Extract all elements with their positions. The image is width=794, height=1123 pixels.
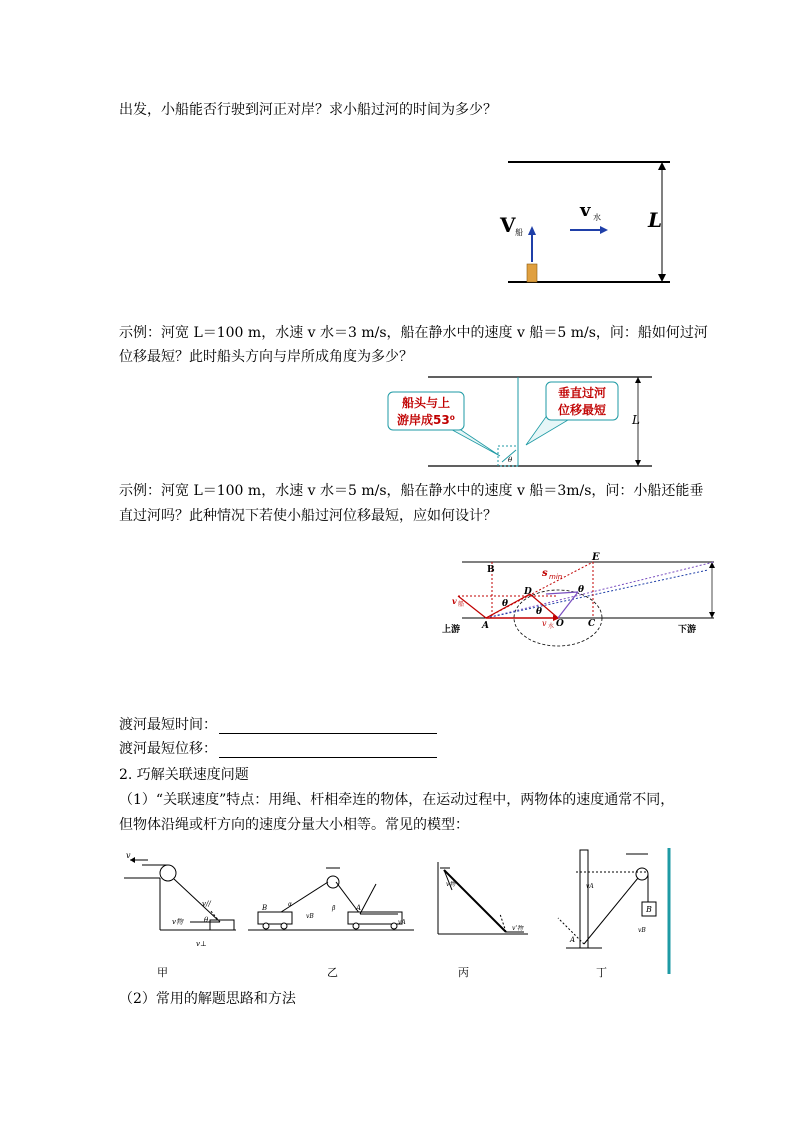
example3-line-2: 直过河吗？此种情况下若使小船过河位移最短，应如何设计？ [119, 508, 497, 524]
section-2-para-1: （1）“关联速度”特点：用绳、杆相牵连的物体，在运动过程中，两物体的速度通常不同， [119, 792, 675, 808]
point-D: D [524, 587, 532, 597]
svg-text:θ: θ [508, 456, 513, 464]
svg-text:垂直过河: 垂直过河 [557, 386, 607, 400]
svg-text:vB: vB [638, 927, 646, 934]
shortest-disp-label: 渡河最短位移： [119, 741, 217, 757]
model-ding [546, 848, 676, 958]
svg-text:v'物: v'物 [512, 925, 524, 932]
point-E: E [592, 552, 600, 563]
section-2-para-2: 但物体沿绳或杆方向的速度分量大小相等。常见的模型： [119, 817, 469, 833]
svg-text:B: B [646, 905, 652, 914]
v-boat-label: V [500, 213, 516, 237]
svg-text:v物: v物 [172, 918, 183, 926]
point-A: A [482, 621, 489, 631]
label-bing: 丙 [458, 966, 469, 979]
figure-water-faster [438, 548, 728, 668]
svg-text:B: B [262, 904, 268, 912]
v-water-subscript: 水 [593, 213, 601, 222]
svg-text:水: 水 [548, 623, 555, 630]
svg-text:θ: θ [578, 585, 585, 595]
width-label-L: L [632, 413, 640, 427]
figure-shortest-displacement [380, 370, 670, 470]
text-line-1: 出发，小船能否行驶到河正对岸？求小船过河的时间为多少？ [119, 102, 497, 118]
svg-text:位移最短: 位移最短 [557, 403, 607, 417]
v-water-label: v [580, 200, 591, 221]
svg-text:min: min [549, 573, 563, 581]
svg-text:α: α [288, 901, 293, 908]
svg-text:θ: θ [502, 599, 509, 609]
example2-line-1: 示例：河宽 L＝100 m，水速 v 水＝3 m/s，船在静水中的速度 v 船＝5 m/s，问：船如何过河 [119, 325, 708, 341]
shortest-time-label: 渡河最短时间： [119, 717, 217, 733]
figure-river-boat [490, 150, 690, 290]
svg-text:船: 船 [458, 601, 465, 608]
svg-text:β: β [332, 905, 336, 912]
svg-text:v: v [126, 851, 131, 860]
model-bing [432, 858, 532, 948]
section-2-heading: 2. 巧解关联速度问题 [119, 767, 249, 783]
label-jia: 甲 [157, 966, 168, 979]
svg-text:v: v [542, 619, 547, 628]
v-boat-subscript: 船 [515, 228, 523, 237]
svg-text:θ: θ [536, 607, 543, 617]
example2-line-2: 位移最短？此时船头方向与岸所成角度为多少？ [119, 349, 413, 365]
point-C: C [588, 619, 596, 629]
upstream-label: 上游 [442, 625, 461, 635]
example3-line-1: 示例：河宽 L＝100 m，水速 v 水＝5 m/s，船在静水中的速度 v 船＝3m/s，问：小船还能垂 [119, 483, 704, 499]
boat-icon [527, 264, 537, 282]
svg-text:vA: vA [398, 919, 406, 926]
shortest-disp-row [119, 740, 437, 758]
downstream-label: 下游 [678, 625, 697, 635]
point-O: O [556, 619, 564, 629]
point-B: B [487, 565, 495, 575]
svg-text:vA: vA [586, 883, 594, 890]
svg-text:A: A [356, 904, 362, 912]
svg-text:vB: vB [306, 913, 314, 920]
svg-text:θ: θ [204, 916, 209, 924]
shortest-time-row [119, 716, 437, 734]
svg-text:v//: v// [202, 900, 211, 908]
svg-text:游岸成53⁰: 游岸成53⁰ [397, 413, 455, 427]
svg-text:v物: v物 [446, 881, 456, 888]
svg-text:v: v [452, 596, 457, 606]
section-2-para-3: （2）常用的解题思路和方法 [119, 991, 296, 1007]
svg-text:s: s [542, 568, 548, 579]
svg-text:A: A [570, 936, 576, 944]
svg-text:船头与上: 船头与上 [401, 396, 451, 410]
shortest-disp-blank[interactable] [219, 743, 437, 758]
label-ding: 丁 [596, 966, 607, 979]
svg-text:v⊥: v⊥ [196, 940, 207, 948]
model-yi [248, 858, 416, 948]
model-jia [122, 852, 242, 952]
shortest-time-blank[interactable] [219, 719, 437, 734]
label-yi: 乙 [327, 966, 338, 979]
width-label-L: L [648, 208, 663, 232]
